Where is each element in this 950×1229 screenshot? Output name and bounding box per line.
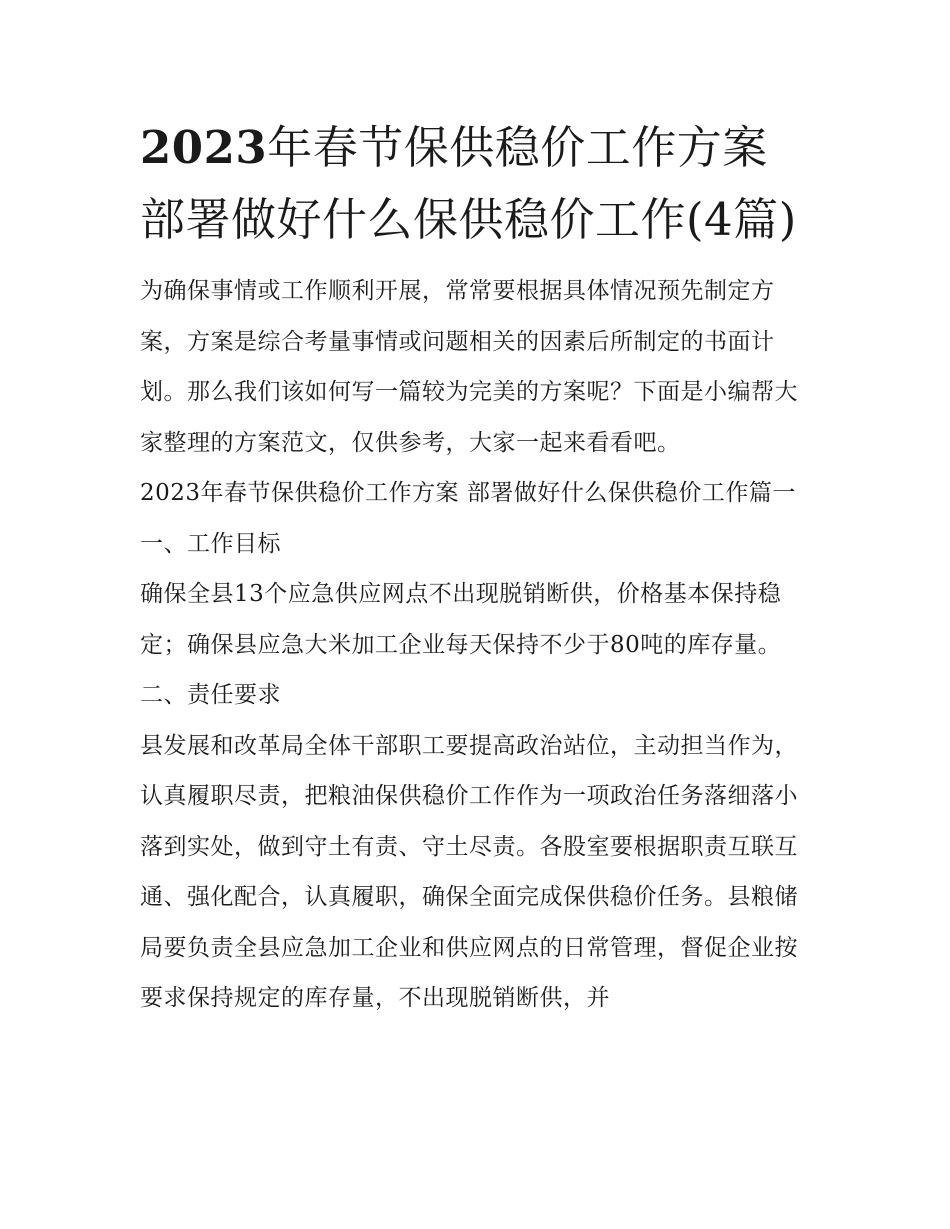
work-goal-paragraph: 确保全县13个应急供应网点不出现脱销断供，价格基本保持稳定；确保县应急大米加工企业每天保持不少于80吨的库存量。 二、责任要求 — [140, 581, 782, 708]
responsibility-paragraph: 县发展和改革局全体干部职工要提高政治站位，主动担当作为，认真履职尽责，把粮油保供稳价工作作为一项政治任务落细落小落到实处，做到守土有责、守土尽责。各股室要根据职责互联互通、强化配合，认真履职，确保全面完成保供稳价任务。县粮储局要负责全县应急加工企业和供应网点的日常管理，督促企业按要求保持规定的库存量，不出现脱销断供，并 — [140, 732, 798, 1011]
document-body — [140, 266, 812, 1024]
section-heading-paragraph: 2023年春节保供稳价工作方案 部署做好什么保供稳价工作篇一 一、工作目标 — [140, 480, 796, 557]
document-page — [140, 112, 812, 1024]
document-title — [140, 112, 812, 256]
title-year: 2023 — [140, 121, 268, 174]
intro-paragraph: 为确保事情或工作顺利开展，常常要根据具体情况预先制定方案，方案是综合考量事情或问题相关的因素后所制定的书面计划。那么我们该如何写一篇较为完美的方案呢？下面是小编帮大家整理的方案范文，仅供参考，大家一起来看看吧。 — [140, 278, 798, 456]
title-text: 年春节保供稳价工作方案部署做好什么保供稳价工作(4篇) — [140, 121, 797, 246]
